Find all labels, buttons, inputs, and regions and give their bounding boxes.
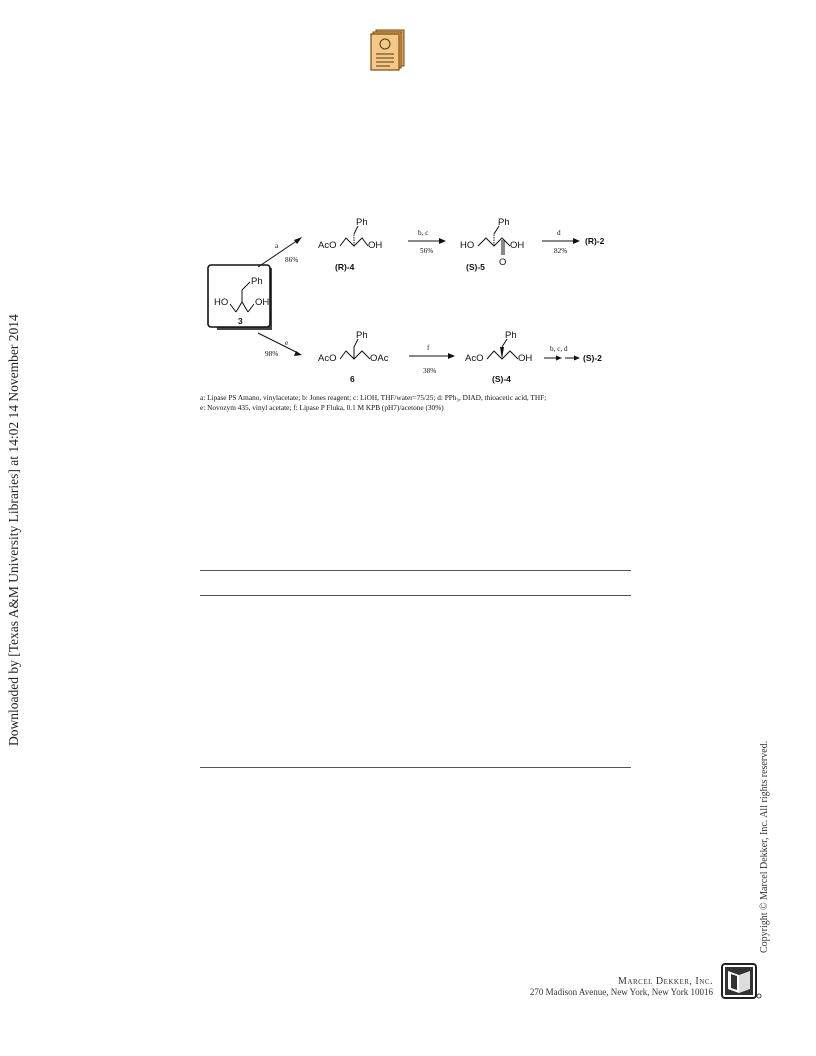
c6-label: 6: [350, 374, 355, 384]
start-oh: OH: [255, 297, 270, 308]
footnote-line-1: a: Lipase PS Amano, vinylacetate; b: Jones reagent; c: LiOH, THF/water=75/25; d: PPh₃, DIAD, thioacetic acid, THF;: [200, 393, 547, 402]
s5-oh: OH: [510, 240, 525, 251]
c6-oac: OAc: [370, 353, 389, 364]
c6-ph: Ph: [356, 330, 368, 341]
scheme-footnote: [200, 393, 636, 412]
s4-aco: AcO: [465, 353, 484, 364]
s5-ho: HO: [460, 240, 475, 251]
step-a-yield: 86%: [285, 256, 299, 264]
r4-label: (R)-4: [335, 262, 355, 272]
step-a-label: a: [275, 242, 279, 250]
arrow-step-e: [258, 333, 302, 358]
r4-oh: OH: [368, 240, 383, 251]
s5-o: O: [499, 257, 507, 268]
arrow-step-f: [409, 344, 455, 375]
r4-aco: AcO: [318, 240, 337, 251]
arrow-step-d: [542, 229, 580, 255]
compound-r4: [318, 217, 382, 272]
publisher-address: 270 Madison Avenue, New York, New York 10016: [529, 987, 713, 997]
s4-label: (S)-4: [492, 374, 511, 384]
step-f-label: f: [427, 344, 430, 352]
arrow-step-a: [258, 237, 302, 267]
step-e-label: e: [285, 339, 289, 347]
document-stack-icon: [370, 29, 406, 71]
table-rule-header: [200, 595, 631, 596]
table-rule-bottom: [200, 767, 631, 768]
start-ho: HO: [214, 297, 229, 308]
compound-s4: [465, 330, 532, 384]
product-r2: (R)-2: [585, 236, 605, 246]
starting-material-3: [208, 265, 272, 330]
copyright-notice: Copyright © Marcel Dekker, Inc. All rights reserved.: [759, 740, 770, 953]
publisher-logo-icon: [720, 962, 762, 1000]
step-e-yield: 98%: [265, 350, 279, 358]
step-bc-yield: 56%: [420, 247, 434, 255]
s5-ph: Ph: [498, 217, 510, 228]
step-d-yield: 82%: [554, 247, 568, 255]
s4-oh: OH: [518, 353, 533, 364]
start-ph: Ph: [251, 276, 263, 287]
table-rule-top: [200, 570, 631, 571]
compound-6: [318, 330, 389, 384]
compound-s5: [460, 217, 524, 272]
step-f-yield: 38%: [423, 367, 437, 375]
arrow-step-bc: [408, 229, 446, 255]
step-bcd-label: b, c, d: [550, 345, 568, 353]
publisher-name: Marcel Dekker, Inc.: [618, 976, 713, 987]
reaction-scheme: [198, 210, 638, 400]
product-s2: (S)-2: [583, 353, 602, 363]
download-note: Downloaded by [Texas A&M University Libraries] at 14:02 14 November 2014: [6, 314, 21, 746]
publisher-info: [520, 976, 713, 998]
footnote-line-2: e: Novozym 435, vinyl acetate; f: Lipase P Fluka, 0.1 M KPB (pH7)/acetone (30%): [200, 402, 444, 412]
c6-aco: AcO: [318, 353, 337, 364]
arrow-step-bcd: [544, 345, 580, 361]
s5-label: (S)-5: [466, 262, 485, 272]
start-label: 3: [238, 316, 243, 326]
r4-ph: Ph: [356, 217, 368, 228]
s4-ph: Ph: [505, 330, 517, 341]
step-d-label: d: [557, 229, 561, 237]
step-bc-label: b, c: [418, 229, 429, 237]
